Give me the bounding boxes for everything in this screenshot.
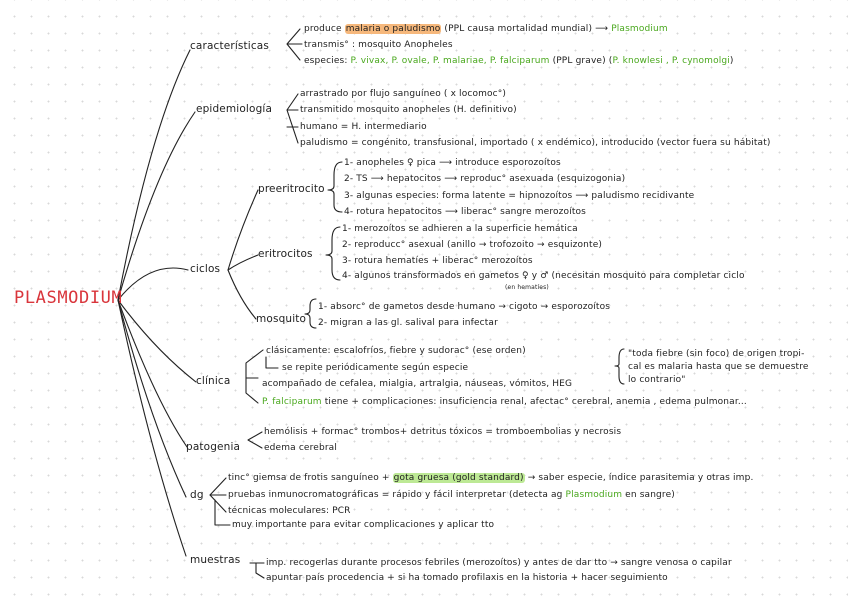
header-mosquito: mosquito [256, 313, 307, 325]
header-ciclos: ciclos [190, 263, 221, 275]
car-l3-species-2: P. knowlesi , P. cynomolgi [612, 56, 730, 66]
dg-l2-c: en sangre) [622, 490, 675, 500]
car-line-1 [304, 23, 668, 35]
dg-l1-c: → saber especie, índice parasitemia y otras imp. [524, 473, 754, 483]
dg-l1-highlight: gota gruesa (gold standard) [393, 473, 524, 483]
cli-line-3: acompañado de cefalea, mialgia, artralgia, náuseas, vómitos, HEG [262, 379, 573, 389]
epi-line-3: humano = H. intermediario [300, 122, 427, 132]
dg-l2-a: pruebas inmunocromatográficas = rápido y fácil interpretar (detecta ag [228, 490, 566, 500]
header-preeritrocito: preeritrocito [258, 183, 325, 195]
mue-line-2: apuntar país procedencia + si ha tomado profilaxis en la historia + hacer seguimiento [266, 573, 668, 583]
car-l3-species: P. vivax, P. ovale, P. malariae, P. falciparum [350, 56, 550, 66]
pat-line-2: edema cerebral [264, 443, 337, 453]
cli-line-1: clásicamente: escalofríos, fiebre y sudorac° (ese orden) [266, 346, 526, 356]
epi-line-1: arrastrado por flujo sanguíneo ( x locomoc°) [300, 89, 507, 99]
header-caracteristicas: características [190, 40, 269, 52]
dg-line-4: muy importante para evitar complicaciones y aplicar tto [232, 520, 495, 530]
mos-line-1: 1- absorc° de gametos desde humano → cigoto → esporozoítos [318, 302, 611, 312]
header-clinica: clínica [196, 375, 231, 387]
header-dg: dg [190, 489, 204, 501]
dg-l1-a: tinc° giemsa de frotis sanguíneo + [228, 473, 393, 483]
dg-line-1 [228, 472, 753, 484]
cli-quote-1: "toda fiebre (sin foco) de origen tropi- [628, 349, 805, 359]
cli-line-4 [262, 396, 747, 408]
dg-l2-green: Plasmodium [565, 490, 623, 500]
pre-line-3: 3- algunas especies: forma latente = hipnozoítos ⟶ paludismo recidivante [344, 191, 695, 201]
car-line-3 [304, 55, 734, 67]
pre-line-2: 2- TS ⟶ hepatocitos ⟶ reproduc° asexuada (esquizogonia) [344, 174, 626, 184]
cli-l4-b: tiene + complicaciones: insuficiencia renal, afectac° cerebral, anemia , edema pulmonar... [321, 397, 747, 407]
eri-line-2: 2- reproducc° asexual (anillo → trofozoito → esquizonte) [342, 240, 603, 250]
pre-line-4: 4- rotura hepatocitos ⟶ liberac° sangre merozoítos [344, 207, 587, 217]
header-eritrocitos: eritrocitos [258, 248, 313, 260]
mue-line-1: imp. recogerlas durante procesos febriles (merozoítos) y antes de dar tto → sangre venosa o capilar [266, 558, 732, 568]
car-l1-green: Plasmodium [611, 24, 668, 34]
pat-line-1: hemólisis + formac° trombos+ detritus tóxicos = tromboembolias y necrosis [264, 427, 622, 437]
eri-line-4: 4- algunos transformados en gametos ♀ y ♂ (necesitan mosquito para completar ciclo [342, 271, 745, 281]
car-l3-e: ) [729, 56, 734, 66]
dg-line-2 [228, 489, 675, 501]
pre-line-1: 1- anopheles ♀ pica ⟶ introduce esporozoítos [344, 158, 561, 168]
cli-quote-3: lo contrario" [628, 375, 686, 385]
eri-line-1: 1- merozoítos se adhieren a la superficie hemática [342, 224, 578, 234]
cli-l4-species: P. falciparum [262, 397, 322, 407]
header-muestras: muestras [190, 554, 241, 566]
header-patogenia: patogenia [186, 441, 241, 453]
header-epidemiologia: epidemiología [196, 103, 273, 115]
main-title: PLASMODIUM [14, 288, 123, 308]
car-l1-c: (PPL causa mortalidad mundial) ⟶ [441, 24, 612, 34]
eri-line-3: 3- rotura hematíes + liberac° merozoítos [342, 256, 533, 266]
epi-line-4: paludismo = congénito, transfusional, importado ( x endémico), introducido (vector fuera su hábitat) [300, 138, 771, 148]
cli-quote-2: cal es malaria hasta que se demuestre [628, 362, 809, 372]
car-line-2: transmis° : mosquito Anopheles [304, 40, 453, 50]
car-l1-highlight: malaria o paludismo [345, 24, 441, 34]
car-l1-a: produce [304, 24, 345, 34]
mos-line-2: 2- migran a las gl. salival para infectar [318, 318, 498, 328]
cli-line-2: se repite periódicamente según especie [282, 363, 469, 373]
epi-line-2: transmitido mosquito anopheles (H. definitivo) [300, 105, 517, 115]
eri-line-4-note: (en hematíes) [505, 284, 549, 291]
car-l3-a: especies: [304, 56, 351, 66]
car-l3-c: (PPL grave) ( [549, 56, 613, 66]
dg-line-3: técnicas moleculares: PCR [228, 506, 351, 516]
